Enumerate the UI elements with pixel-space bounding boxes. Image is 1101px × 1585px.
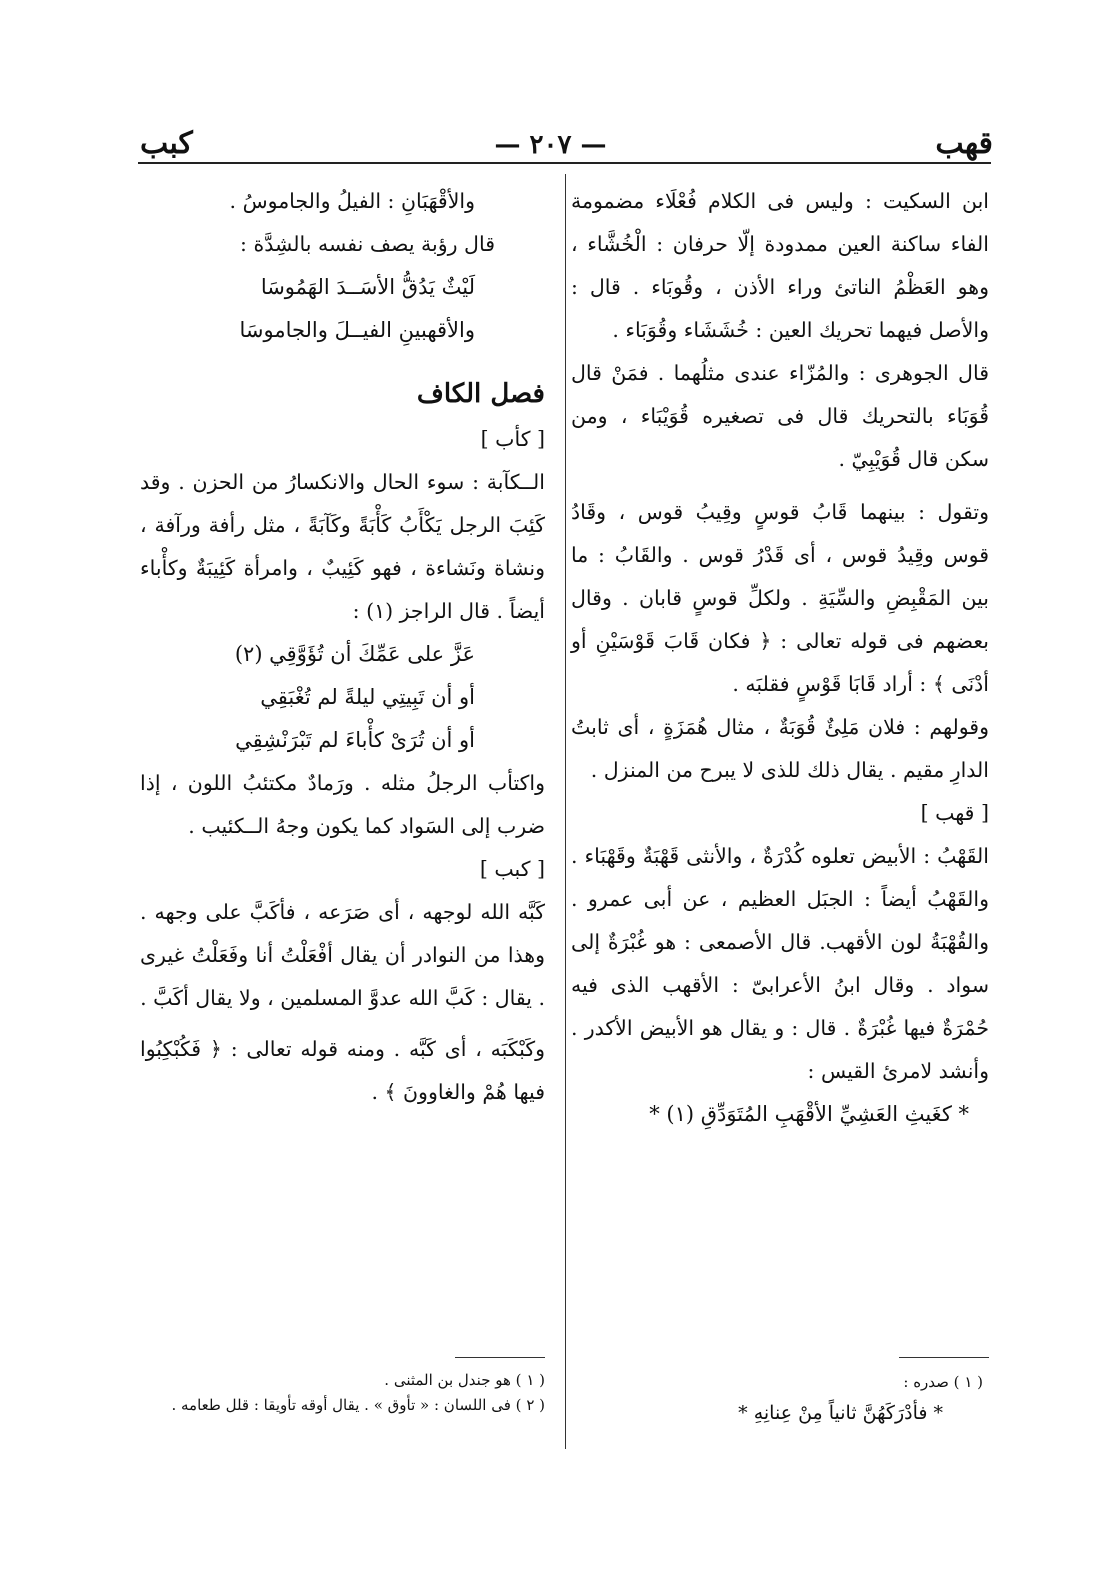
footnotes-right [571,1370,983,1431]
footnote-rule-left [455,1357,545,1358]
paragraph: كَبَّه الله لوجهه ، أى صَرَعه ، فأكَبَّ على وجهه . وهذا من النوادر أن يقال أفْعَلْتُ أنا وفَعَلْتُ غيرى . يقال : كَبَّ الله عدوَّ المسلمين ، ولا يقال أكَبَّ . [140,900,545,1010]
footnote-verse: * فأدْرَكَهُنَّ ثانياً مِنْ عِنانِهِ * [738,1402,943,1424]
verse-line: لَيْثٌ يَدُقُّ الأسَــدَ الهَمُوسَا [260,275,475,299]
left-column [140,180,545,1114]
entry-heading-kbb: [ كبب ] [479,857,545,881]
paragraph: قال الجوهرى : والمُزّاء عندى مثلُهما . فمَنْ قال قُوَبَاء بالتحريك قال فى تصغيره قُوَيْبَاء ، ومن سكن قال قُوَيْبِيّ . [571,361,989,471]
paragraph: وكَبْكَبَه ، أى كَبَّه . ومنه قوله تعالى : ﴿ فَكُبْكِبُوا فيها هُمْ والغاوونَ ﴾ . [140,1037,545,1104]
paragraph: ابن السكيت : وليس فى الكلام فُعْلَاء مضمومة الفاء ساكنة العين ممدودة إلّا حرفان : الْخُشَّاء ، وهو العَظْمُ الناتئ وراء الأذن ، وقُوبَاء . قال : والأصل فيهما تحريك العين : خُشَشَاء وقُوَبَاء . [571,189,989,342]
paragraph: وتقول : بينهما قَابُ قوسٍ وقِيبُ قوس ، وقَادُ قوس وقِيدُ قوس ، أى قَدْرُ قوس . والقَابُ : ما بين المَقْبِضِ والسِّيَةِ . ولكلِّ قوسٍ قابان . وقال بعضهم فى قوله تعالى : ﴿ فكان قَابَ قَوْسَيْنِ أو أدْنَى ﴾ : أراد قَابَا قَوْسٍ فقلبَه . [571,500,989,696]
verse-line: أو أن تَبِيتِي ليلةً لم تُغْبَقِي [260,685,475,709]
paragraph: القَهْبُ : الأبيض تعلوه كُدْرَةٌ ، والأنثى قَهْبَةٌ وقَهْبَاء . والقَهْبُ أيضاً : الجبَل العظيم ، عن أبى عمرو . والقُهْبَةُ لون الأقهب. قال الأصمعى : هو غُبْرَةٌ إلى سواد . وقال ابنُ الأعرابىّ : الأقهب الذى فيه حُمْرَةٌ فيها غُبْرَةٌ . قال : و يقال هو الأبيض الأكدر . وأنشد لامرئ القيس : [571,844,989,1083]
paragraph: والأقْهَبَانِ : الفيلُ والجاموسُ . [229,189,475,213]
footnote-rule-right [899,1357,989,1358]
entry-heading-qhb: [ قهب ] [920,801,989,825]
column-divider [565,174,566,1449]
paragraph: وقولهم : فلان مَلِئٌ قُوَبَةٌ ، مثال هُمَزَةٍ ، أى ثابتُ الدارِ مقيم . يقال ذلك للذى لا يبرح من المنزل . [571,715,989,782]
section-title: فصل الكاف [416,379,545,409]
page-number: — ٢٠٧ — [494,130,607,160]
running-head-left: كبب [140,126,193,161]
entry-heading-kab: [ كأب ] [480,427,545,451]
paragraph: قال رؤبة يصف نفسه بالشِدَّة : [240,232,495,256]
verse-line: والأقهبينِ الفيــلَ والجاموسَا [239,318,475,342]
footnote: ( ٢ ) فى اللسان : « تأوق » . يقال أوقه تأويقا : قلل طعامه . [171,1396,545,1414]
right-column [571,180,989,1136]
verse-line: أو أن تُرَىْ كأْباءَ لم تَبْرَنْشِقِي [235,728,475,752]
footnote: ( ١ ) صدره : [903,1373,983,1391]
verse-line: * كغَيثِ العَشِيِّ الأقْهَبِ المُتَوَدِّقِ (١) * [649,1102,969,1126]
verse-line: عَزَّ على عَمِّكَ أن تُؤَوَّقِي (٢) [234,642,475,666]
header-rule [138,162,991,164]
footnotes-left [140,1368,545,1418]
footnote: ( ١ ) هو جندل بن المثنى . [384,1371,545,1389]
running-head-right: قهب [935,126,993,161]
paragraph: الــكآبة : سوء الحال والانكسارُ من الحزن . وقد كَئِبَ الرجل يَكْأَبُ كَأْبَةً وكَآبَةً ، مثل رأفة ورآفة ، ونشاة ونَشاءة ، فهو كَئِيبٌ ، وامرأة كَئِيبَةٌ وكأْباء أيضاً . قال الراجز (١) : [140,470,545,623]
paragraph: واكتأب الرجلُ مثله . ورَمادٌ مكتئبُ اللون ، إذا ضرب إلى السَواد كما يكون وجهُ الــكئيب . [140,771,545,838]
